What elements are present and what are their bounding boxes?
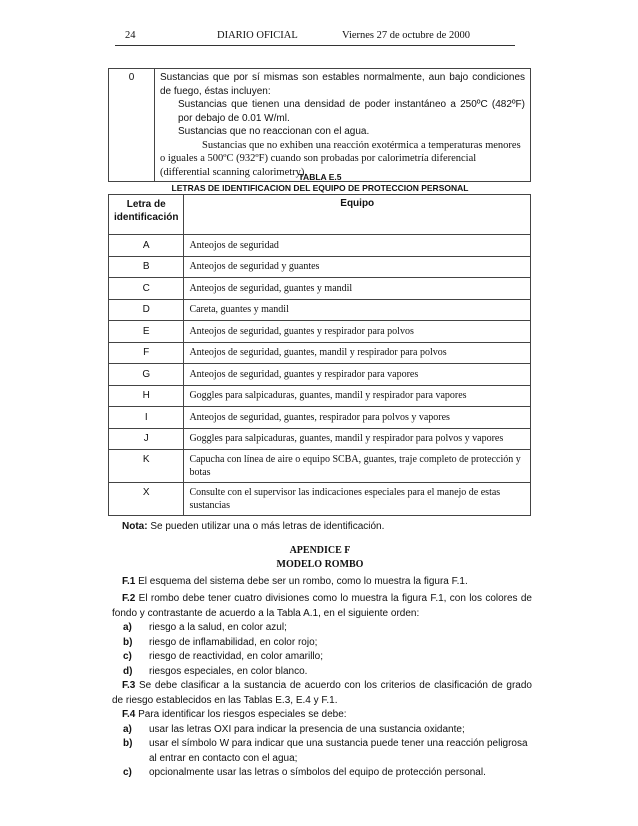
list-item [123,737,528,766]
page-number: 24 [125,30,136,41]
list-item [123,636,528,651]
reactivity-item: Sustancias que tienen una densidad de poder instantáneo a 250ºC (482ºF) por debajo de 0.01 W/ml. [178,99,525,124]
reactivity-table-continuation [108,68,531,182]
table-row [109,235,531,257]
list-item-text: usar las letras OXI para indicar la presencia de una sustancia oxidante; [149,723,465,735]
table-caption-title: TABLA E.5 [298,172,342,182]
equipment-description: Anteojos de seguridad, guantes, respirador para polvos y vapores [184,407,531,429]
table-row [109,407,531,429]
id-letter: X [109,483,184,516]
table-row [109,299,531,321]
id-letter: D [109,299,184,321]
id-letter: K [109,450,184,483]
publication-date: Viernes 27 de octubre de 2000 [342,30,470,41]
list-item [123,766,528,781]
appendix-title: APENDICE F [289,545,351,556]
page-header [115,30,515,44]
equipment-description: Goggles para salpicaduras, guantes, mandil y respirador para polvos y vapores [184,428,531,450]
publication-name: DIARIO OFICIAL [217,30,298,41]
id-letter: F [109,342,184,364]
list-item-label: b) [123,636,133,648]
list-item [123,621,528,636]
reactivity-item: Sustancias que no exhiben una reacción exotérmica a temperaturas menores o iguales a 500ºC (932ºF) cuando son probadas por calorimetría diferencial (differential scanning calorimetry). [160,139,521,178]
table-row [109,364,531,386]
equipment-description: Anteojos de seguridad, guantes y mandil [184,278,531,300]
id-letter: B [109,256,184,278]
reactivity-description [155,69,531,182]
equipment-description: Anteojos de seguridad y guantes [184,256,531,278]
id-letter: C [109,278,184,300]
section-text: El esquema del sistema debe ser un rombo, como lo muestra la figura F.1. [138,576,468,587]
equipment-description: Careta, guantes y mandil [184,299,531,321]
id-letter: J [109,428,184,450]
equipment-description: Anteojos de seguridad, guantes y respirador para polvos [184,321,531,343]
table-row [109,342,531,364]
list-item-text: riesgos especiales, en color blanco. [149,665,308,677]
list-item-text: riesgo de reactividad, en color amarillo; [149,651,323,662]
paragraph-f4 [112,708,532,723]
list-item [123,665,528,680]
section-number: F.2 [122,593,136,604]
note-text: Se pueden utilizar una o más letras de identificación. [150,521,385,532]
table-row [109,428,531,450]
section-text: Se debe clasificar a la sustancia de acuerdo con los criterios de clasificación de grado de riesgo establecidos en las Tablas E.3, E.4 y F.1. [112,680,532,706]
table-row [109,483,531,516]
list-item-label: c) [123,767,132,778]
table-row [109,256,531,278]
reactivity-code: 0 [109,69,155,182]
list-item-text: usar el símbolo W para indicar que una sustancia puede tener una reacción peligrosa al entrar en contacto con el agua; [149,738,528,764]
list-item-text: riesgo de inflamabilidad, en color rojo; [149,636,318,648]
list-item-label: d) [123,665,133,677]
list-item [123,650,528,665]
table-row [109,278,531,300]
table-caption-subtitle: LETRAS DE IDENTIFICACION DEL EQUIPO DE PROTECCION PERSONAL [171,183,469,193]
column-header-letter: Letra de identificación [109,195,184,235]
equipment-description: Goggles para salpicaduras, guantes, mandil y respirador para vapores [184,385,531,407]
table-row [109,450,531,483]
id-letter: H [109,385,184,407]
section-number: F.1 [122,576,136,587]
section-number: F.4 [122,709,136,720]
id-letter: G [109,364,184,386]
table-row [109,385,531,407]
paragraph-f3 [112,679,532,708]
id-letter: A [109,235,184,257]
list-item-text: riesgo a la salud, en color azul; [149,622,287,633]
table-header-row [109,195,531,235]
equipment-description: Consulte con el supervisor las indicaciones especiales para el manejo de estas sustancias [184,483,531,516]
equipment-description: Anteojos de seguridad, guantes y respirador para vapores [184,364,531,386]
reactivity-intro: Sustancias que por sí mismas son estables normalmente, aun bajo condiciones de fuego, éstas incluyen: [160,72,525,97]
equipment-description: Anteojos de seguridad, guantes, mandil y respirador para polvos [184,342,531,364]
equipment-description: Anteojos de seguridad [184,235,531,257]
ppe-letters-table [108,194,531,516]
reactivity-item: Sustancias que no reaccionan con el agua. [178,126,370,137]
id-letter: I [109,407,184,429]
table-note [122,520,542,534]
list-item-label: a) [123,622,132,633]
list-item-text: opcionalmente usar las letras o símbolos del equipo de protección personal. [149,767,486,778]
table-row [109,321,531,343]
list-item [123,723,528,738]
list-item-label: c) [123,651,132,662]
table-row [109,69,531,182]
list-item-label: a) [123,723,132,735]
id-letter: E [109,321,184,343]
header-rule [115,45,515,46]
list-item-label: b) [123,738,133,749]
equipment-description: Capucha con línea de aire o equipo SCBA, guantes, traje completo de protección y botas [184,450,531,483]
section-text: Para identificar los riesgos especiales se debe: [138,709,347,720]
appendix-subtitle: MODELO ROMBO [276,559,364,570]
note-label: Nota: [122,521,148,532]
section-text: El rombo debe tener cuatro divisiones como lo muestra la figura F.1, con los colores de fondo y contrastante de acuerdo a la Tabla A.1, en el siguiente orden: [112,593,532,619]
column-header-equipment: Equipo [184,195,531,235]
paragraph-f2 [112,592,532,621]
section-number: F.3 [122,680,136,691]
paragraph-f1 [112,575,532,590]
